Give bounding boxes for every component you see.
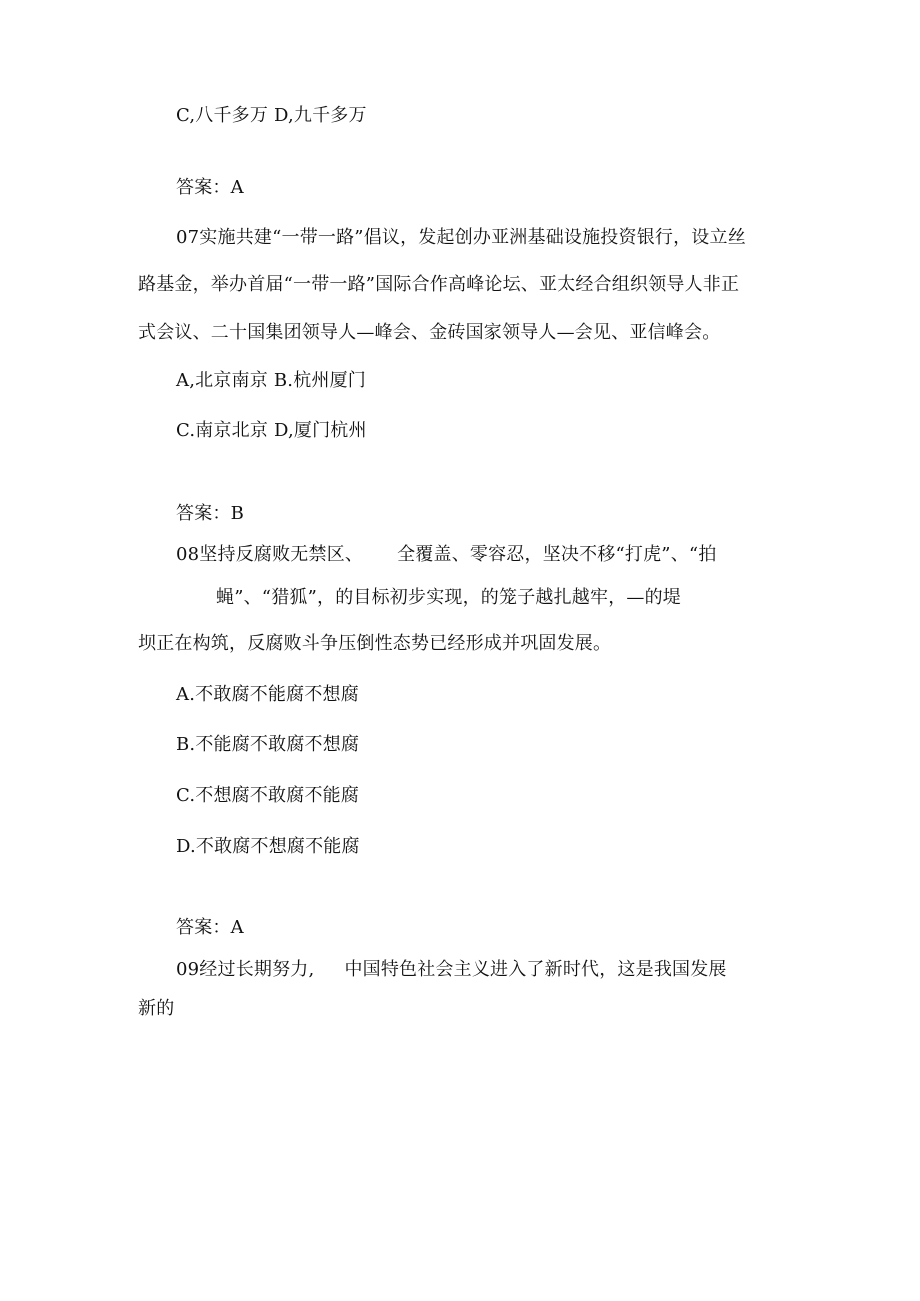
q08-option-b: B.不能腐不敢腐不想腐 <box>176 734 360 755</box>
q08-option-a: A.不敢腐不能腐不想腐 <box>176 684 359 705</box>
q07-options-ab: A,北京南京 B.杭州厦门 <box>176 370 366 391</box>
q08-answer: 答案：A <box>176 917 244 938</box>
q07-answer: 答案：B <box>176 503 245 524</box>
q07-options-cd: C.南京北京 D,厦门杭州 <box>176 420 367 441</box>
q06-options-cd: C,八千多万 D,九千多万 <box>176 105 367 126</box>
q07-stem-line3: 式会议、二十国集团领导人—峰会、金砖国家领导人—会见、亚信峰会。 <box>138 322 721 343</box>
q09-stem-line2: 新的 <box>138 998 175 1019</box>
q08-stem-line1-a: 08坚持反腐败无禁区、 <box>176 544 364 565</box>
q08-option-d: D.不敢腐不想腐不能腐 <box>176 836 360 857</box>
q06-answer: 答案：A <box>176 177 244 198</box>
q09-stem-line1-b: 中国特色社会主义进入了新时代，这是我国发展 <box>344 959 727 980</box>
q08-stem-line3: 坝正在构筑，反腐败斗争压倒性态势已经形成并巩固发展。 <box>138 633 612 654</box>
q07-stem-line2: 路基金，举办首届“一带一路”国际合作高峰论坛、亚太经合组织领导人非正 <box>138 274 740 295</box>
q09-stem-line1-a: 09经过长期努力, <box>176 959 315 980</box>
q09-stem-line1 <box>176 958 727 982</box>
q08-option-c: C.不想腐不敢腐不能腐 <box>176 785 360 806</box>
q08-stem-line1-b: 全覆盖、零容忍，坚决不移“打虎”、“拍 <box>397 544 717 565</box>
q08-stem-line1 <box>176 543 717 567</box>
q08-stem-line2: 蝇”、“猎狐”，的目标初步实现，的笼子越扎越牢，—的堤 <box>216 587 682 608</box>
q07-stem-line1: 07实施共建“一带一路”倡议，发起创办亚洲基础设施投资银行，设立丝 <box>176 227 746 248</box>
